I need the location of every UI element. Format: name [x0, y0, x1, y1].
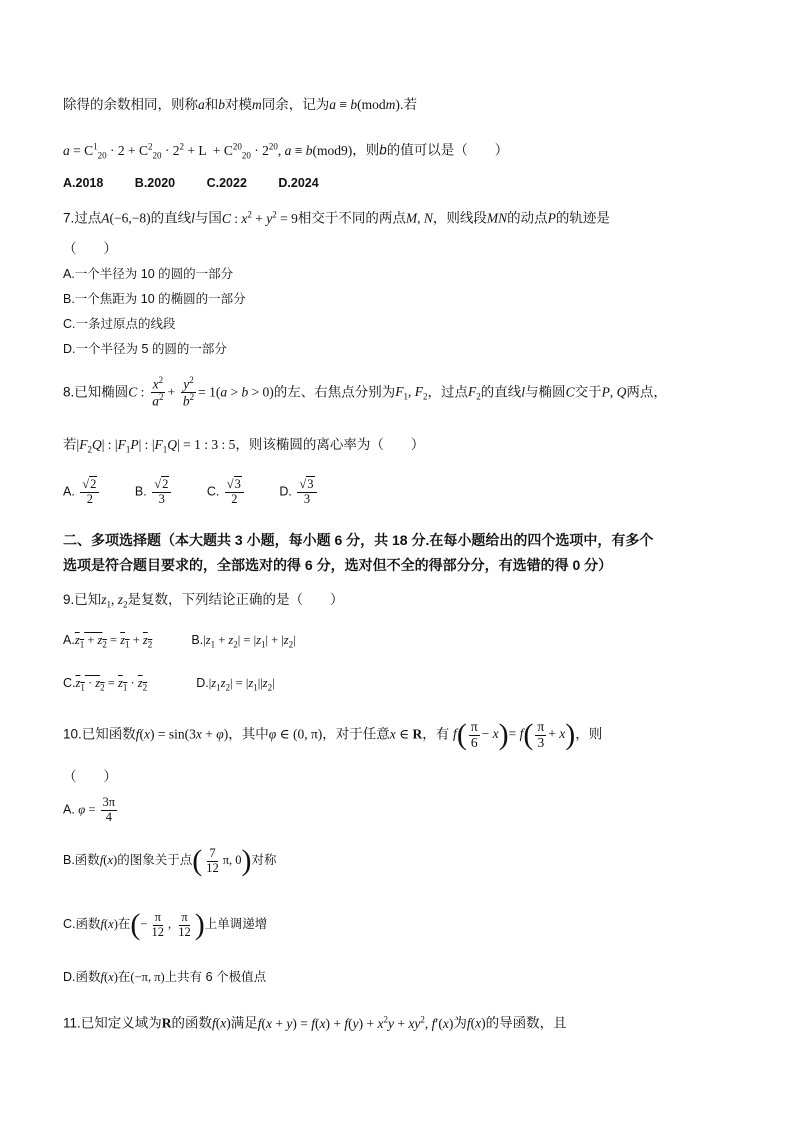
q8-option-a[interactable]: A. $\frac{√2}{2}$ — [63, 478, 101, 507]
q6-stem-line1: 除得的余数相同，则称a和b对模m同余，记为a ≡ b(modm).若 — [63, 97, 418, 112]
q6-option-c[interactable]: C.2022 — [206, 176, 247, 190]
q10-option-b[interactable]: B.函数f(x)的图象关于点( $\frac{7}{12}$ π, 0)对称 — [63, 844, 277, 877]
q11-stem: 11.已知定义域为R的函数f(x)满足$f(x + y) = f(x) + f(y) + x^2y + xy^2$, f′(x)为f(x)的导函数，且 — [63, 1014, 567, 1031]
q7-option-c[interactable]: C.一条过原点的线段 — [63, 317, 176, 331]
q8-options — [63, 478, 347, 507]
q7-stem: 7.过点A(−6,−8)的直线l与国C : $x^2 + y^2 = 9$相交于不同的两点M, N，则线段MN的动点P的轨迹是 — [63, 209, 610, 226]
q7-paren: （ ） — [63, 241, 117, 256]
q9-options-row2 — [63, 677, 303, 693]
q7-option-a[interactable]: A.一个半径为 10 的圆的一部分 — [63, 267, 234, 281]
q7-option-b[interactable]: B.一个焦距为 10 的椭圆的一部分 — [63, 292, 246, 306]
q9-option-b[interactable]: $B.|z_1 + z_2| = |z_1| + |z_2|$ — [191, 633, 296, 650]
q6-options — [63, 177, 347, 190]
q9-option-a[interactable]: $A.z_1 + z_2 = z_1 + z_2$ — [63, 633, 153, 650]
section-2-heading-line2: 选项是符合题目要求的，全部选对的得 6 分，选对但不全的得部分分，有选错的得 0 分） — [63, 557, 613, 573]
q9-stem: 9.已知$z_1$, $z_2$是复数，下列结论正确的是（ ） — [63, 592, 344, 610]
q10-option-a[interactable]: A. φ = $\frac{3\pi}{4}$ — [63, 795, 116, 824]
q6-stem-line2: $a = C^1_{20} \cdot 2 + C^2_{20} \cdot 2^2 + L + C^{20}_{20} \cdot 2^{20}$, a ≡ b(mod9)，则b的值可以是（ ） — [63, 141, 509, 161]
q6-option-a[interactable]: A.2018 — [63, 176, 104, 190]
q8-option-d[interactable]: D. $\frac{√3}{3}$ — [279, 478, 318, 507]
q6-option-b[interactable]: B.2020 — [134, 176, 176, 190]
section-2-heading-line1: 二、多项选择题（本大题共 3 小题，每小题 6 分，共 18 分.在每小题给出的四个选项中，有多个 — [63, 532, 654, 548]
q9-options-row1 — [63, 634, 324, 650]
q8-option-c[interactable]: C. $\frac{√3}{2}$ — [207, 478, 246, 507]
q8-stem-line1: 8.已知椭圆C : $\frac{x^2}{a^2}$ + $\frac{y^2}{b^2}$ = 1(a > b > 0)的左、右焦点分别为$F_1$, $F_2$，过点$F_2$的直线l与椭圆C交于P, Q两点， — [63, 375, 667, 409]
q7-option-d[interactable]: D.一个半径为 5 的圆的一部分 — [63, 342, 227, 356]
q10-option-c[interactable]: C.函数f(x)在(− $\frac{\pi}{12}$ , $\frac{\pi}{12}$ )上单调递增 — [63, 908, 268, 941]
q10-option-d[interactable]: D.函数f(x)在(−π, π)上共有 6 个极值点 — [63, 970, 267, 984]
q9-option-c[interactable]: $C.z_1 \cdot z_2 = z_1 \cdot z_2$ — [63, 676, 148, 693]
q10-paren: （ ） — [63, 769, 117, 784]
q9-option-d[interactable]: $D.|z_1z_2| = |z_1||z_2|$ — [196, 676, 275, 693]
q10-stem: 10.已知函数f(x) = sin(3x + φ)，其中φ ∈ (0, π)，对于任意x ∈ R，有 f( $\frac{\pi}{6}$ − x)= f( $\frac{\pi}{3}$ + x)，则 — [63, 718, 603, 752]
q8-stem-line2: 若$|F_2Q|$ : $|F_1P|$ : $|F_1Q| = 1$ : 3 : 5，则该椭圆的离心率为（ ） — [63, 437, 425, 455]
q8-option-b[interactable]: B. $\frac{√2}{3}$ — [135, 478, 173, 507]
q6-option-d[interactable]: D.2024 — [278, 176, 319, 190]
